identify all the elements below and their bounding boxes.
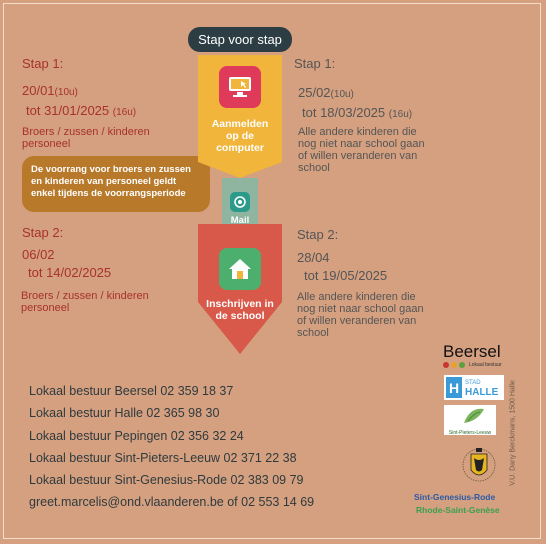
- contact-line: Lokaal bestuur Pepingen 02 356 32 24: [29, 428, 244, 443]
- right-step1-desc-line: of willen veranderen van: [298, 150, 418, 162]
- left-step1-description: [22, 126, 150, 150]
- priority-note-line: De voorrang voor broers en zussen: [31, 164, 191, 175]
- contact-email-line[interactable]: greet.marcelis@ond.vlaanderen.be of 02 553 14 69: [29, 495, 315, 510]
- rode-logo-nl: Sint-Genesius-Rode: [414, 492, 496, 502]
- priority-note-line: en kinderen van personeel geldt: [31, 176, 177, 187]
- right-step1-description: [298, 126, 425, 174]
- school-icon: [219, 248, 261, 290]
- step-register-line: Aanmelden: [211, 118, 269, 130]
- right-step2-desc-line: of willen veranderen van: [297, 315, 417, 327]
- left-step2-desc-line: Broers / zussen / kinderen: [21, 290, 149, 302]
- halle-logo: H STAD HALLE: [444, 375, 504, 400]
- rode-logo-fr: Rhode-Saint-Genèse: [416, 505, 500, 515]
- leeuw-logo-text: Sint-Pieters-Leeuw: [448, 430, 492, 436]
- contact-list: [29, 380, 314, 514]
- left-step2-description: [21, 290, 149, 314]
- left-step1-from-time: (10u): [54, 87, 78, 98]
- right-step2-to: tot 19/05/2025: [304, 268, 388, 283]
- right-step2-title: Stap 2:: [297, 227, 339, 242]
- halle-logo-stad: STAD: [465, 379, 481, 386]
- right-step1-title: Stap 1:: [294, 56, 336, 71]
- step-register-line: op de: [226, 130, 254, 142]
- left-step2-dates: [22, 246, 111, 282]
- right-step1-desc-line: nog niet naar school gaan: [298, 138, 425, 150]
- left-step1-dates: [22, 82, 136, 122]
- right-step1-to: tot 18/03/2025: [302, 105, 386, 120]
- steps-badge: Stap voor stap: [188, 27, 292, 52]
- priority-note-line: enkel tijdens de voorrangsperiode: [31, 188, 186, 199]
- right-step1-to-time: (16u): [388, 109, 413, 120]
- left-step1-title: Stap 1:: [22, 56, 64, 71]
- step-mail-label: Mail: [230, 215, 250, 226]
- contact-line: Lokaal bestuur Sint-Genesius-Rode 02 383 09 79: [29, 473, 304, 488]
- publisher-text: V.U. Dany Berckmans, 1500 Halle: [509, 380, 517, 486]
- right-step2-from: 28/04: [297, 250, 330, 265]
- right-step1-desc-line: school: [298, 162, 330, 174]
- publisher-container: [506, 378, 520, 488]
- left-step1-to: tot 31/01/2025: [26, 103, 110, 118]
- right-step2-desc-line: school: [297, 327, 329, 339]
- halle-logo-text: HALLE: [465, 386, 499, 398]
- right-step2-desc-line: Alle andere kinderen die: [297, 291, 416, 303]
- computer-icon: [219, 66, 261, 108]
- left-step1-to-time: (16u): [112, 107, 137, 118]
- beersel-logo-sub: Lokaal bestuur: [469, 362, 502, 368]
- left-step1-desc-line: personeel: [22, 138, 71, 150]
- step-enrol-line: de school: [215, 310, 265, 322]
- sint-genesius-rode-seal: [462, 442, 496, 488]
- right-step2-description: [297, 291, 424, 339]
- sint-pieters-leeuw-logo: [444, 405, 496, 435]
- contact-line: Lokaal bestuur Halle 02 365 98 30: [29, 406, 220, 421]
- step-register-line: computer: [216, 142, 264, 154]
- left-step2-from: 06/02: [22, 247, 55, 262]
- right-step1-dates: [298, 84, 412, 124]
- mail-icon: [230, 192, 250, 212]
- right-step1-desc-line: Alle andere kinderen die: [298, 126, 417, 138]
- step-enrol-label: [195, 298, 285, 322]
- beersel-logo-text: Beersel: [443, 342, 501, 361]
- left-step2-to: tot 14/02/2025: [28, 265, 112, 280]
- contact-line: Lokaal bestuur Beersel 02 359 18 37: [29, 384, 234, 398]
- contact-line: Lokaal bestuur Sint-Pieters-Leeuw 02 371 22 38: [29, 450, 297, 465]
- beersel-logo: [443, 343, 507, 368]
- right-step1-from: 25/02: [298, 85, 331, 100]
- step-register-label: [200, 118, 280, 154]
- right-step2-desc-line: nog niet naar school gaan: [297, 303, 424, 315]
- left-step2-title: Stap 2:: [22, 225, 64, 240]
- leaf-icon: [444, 405, 496, 425]
- step-enrol-line: Inschrijven in: [206, 298, 274, 310]
- left-step2-desc-line: personeel: [21, 302, 70, 314]
- right-step1-from-time: (10u): [330, 89, 354, 100]
- left-step1-from: 20/01: [22, 83, 55, 98]
- left-step1-desc-line: Broers / zussen / kinderen: [22, 126, 150, 138]
- right-step2-dates: [297, 249, 387, 285]
